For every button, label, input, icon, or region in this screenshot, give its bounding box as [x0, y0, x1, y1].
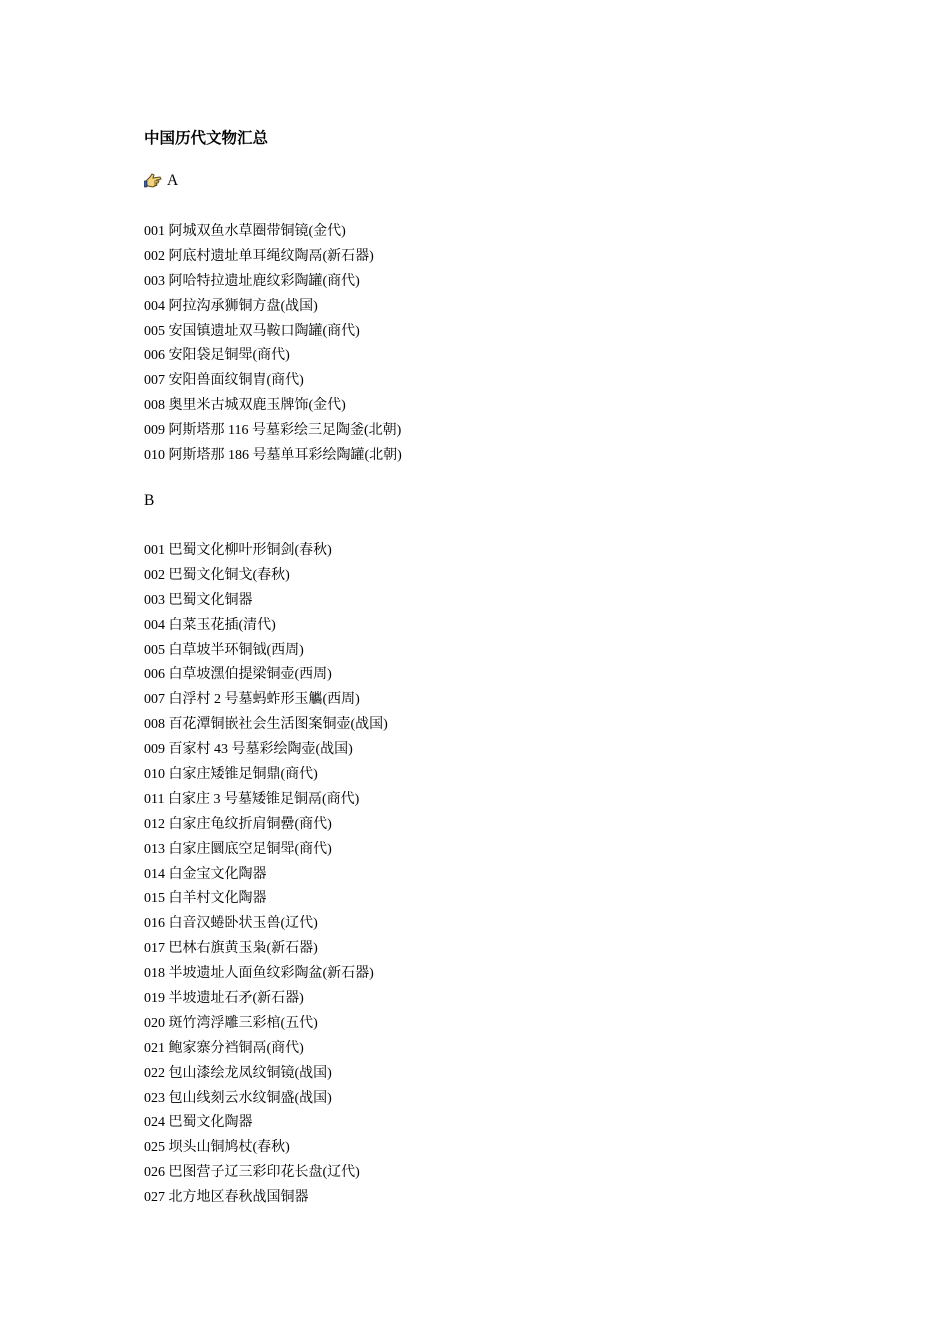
list-item: 022 包山漆绘龙凤纹铜镜(战国) — [144, 1065, 332, 1081]
list-item: 016 白音汉蜷卧状玉兽(辽代) — [144, 916, 318, 932]
list-item: 015 白羊村文化陶器 — [144, 891, 267, 907]
list-item: 005 安国镇遗址双马鞍口陶罐(商代) — [144, 323, 360, 339]
list-item: 026 巴图营子辽三彩印花长盘(辽代) — [144, 1165, 360, 1181]
list-item: 003 阿哈特拉遗址鹿纹彩陶罐(商代) — [144, 273, 360, 289]
list-item: 009 阿斯塔那 116 号墓彩绘三足陶釜(北朝) — [144, 423, 402, 439]
list-item: 023 包山线刻云水纹铜盛(战国) — [144, 1090, 332, 1106]
list-item: 002 巴蜀文化铜戈(春秋) — [144, 567, 290, 583]
section-b-list — [144, 539, 388, 1211]
list-item: 013 白家庄圜底空足铜斝(商代) — [144, 841, 332, 857]
section-letter: A — [167, 172, 179, 189]
section-heading-b — [144, 492, 154, 510]
list-item: 014 白金宝文化陶器 — [144, 866, 267, 882]
list-item: 004 白菜玉花插(清代) — [144, 617, 276, 633]
list-item: 008 奥里米古城双鹿玉牌饰(金代) — [144, 398, 346, 414]
list-item: 001 巴蜀文化柳叶形铜剑(春秋) — [144, 543, 332, 558]
list-item: 004 阿拉沟承狮铜方盘(战国) — [144, 298, 318, 314]
list-item: 017 巴林右旗黄玉枭(新石器) — [144, 941, 318, 957]
list-item: 001 阿城双鱼水草圈带铜镜(金代) — [144, 224, 346, 239]
list-item: 020 斑竹湾浮雕三彩棺(五代) — [144, 1015, 318, 1031]
list-item: 006 白草坡潶伯提梁铜壶(西周) — [144, 667, 332, 683]
section-heading-a — [144, 172, 178, 190]
pointing-hand-icon — [144, 172, 164, 190]
list-item: 021 鲍家寨分裆铜鬲(商代) — [144, 1040, 304, 1056]
page-title: 中国历代文物汇总 — [144, 129, 269, 147]
section-a-list — [144, 220, 402, 469]
section-letter: B — [144, 492, 155, 509]
list-item: 007 白浮村 2 号墓蚂蚱形玉觿(西周) — [144, 692, 360, 708]
list-item: 025 坝头山铜鸠杖(春秋) — [144, 1140, 290, 1156]
list-item: 002 阿底村遗址单耳绳纹陶鬲(新石器) — [144, 248, 374, 264]
list-item: 005 白草坡半环铜钺(西周) — [144, 642, 304, 658]
list-item: 011 白家庄 3 号墓矮锥足铜鬲(商代) — [144, 791, 360, 807]
list-item: 009 百家村 43 号墓彩绘陶壶(战国) — [144, 742, 353, 758]
list-item: 010 白家庄矮锥足铜鼎(商代) — [144, 767, 318, 783]
list-item: 027 北方地区春秋战国铜器 — [144, 1190, 309, 1206]
list-item: 003 巴蜀文化铜器 — [144, 592, 253, 608]
list-item: 018 半坡遗址人面鱼纹彩陶盆(新石器) — [144, 966, 374, 982]
list-item: 012 白家庄龟纹折肩铜罍(商代) — [144, 816, 332, 832]
list-item: 008 百花潭铜嵌社会生活图案铜壶(战国) — [144, 717, 388, 733]
list-item: 007 安阳兽面纹铜胄(商代) — [144, 373, 304, 389]
list-item: 010 阿斯塔那 186 号墓单耳彩绘陶罐(北朝) — [144, 448, 402, 464]
list-item: 024 巴蜀文化陶器 — [144, 1115, 253, 1131]
list-item: 006 安阳袋足铜斝(商代) — [144, 348, 290, 364]
list-item: 019 半坡遗址石矛(新石器) — [144, 991, 304, 1007]
